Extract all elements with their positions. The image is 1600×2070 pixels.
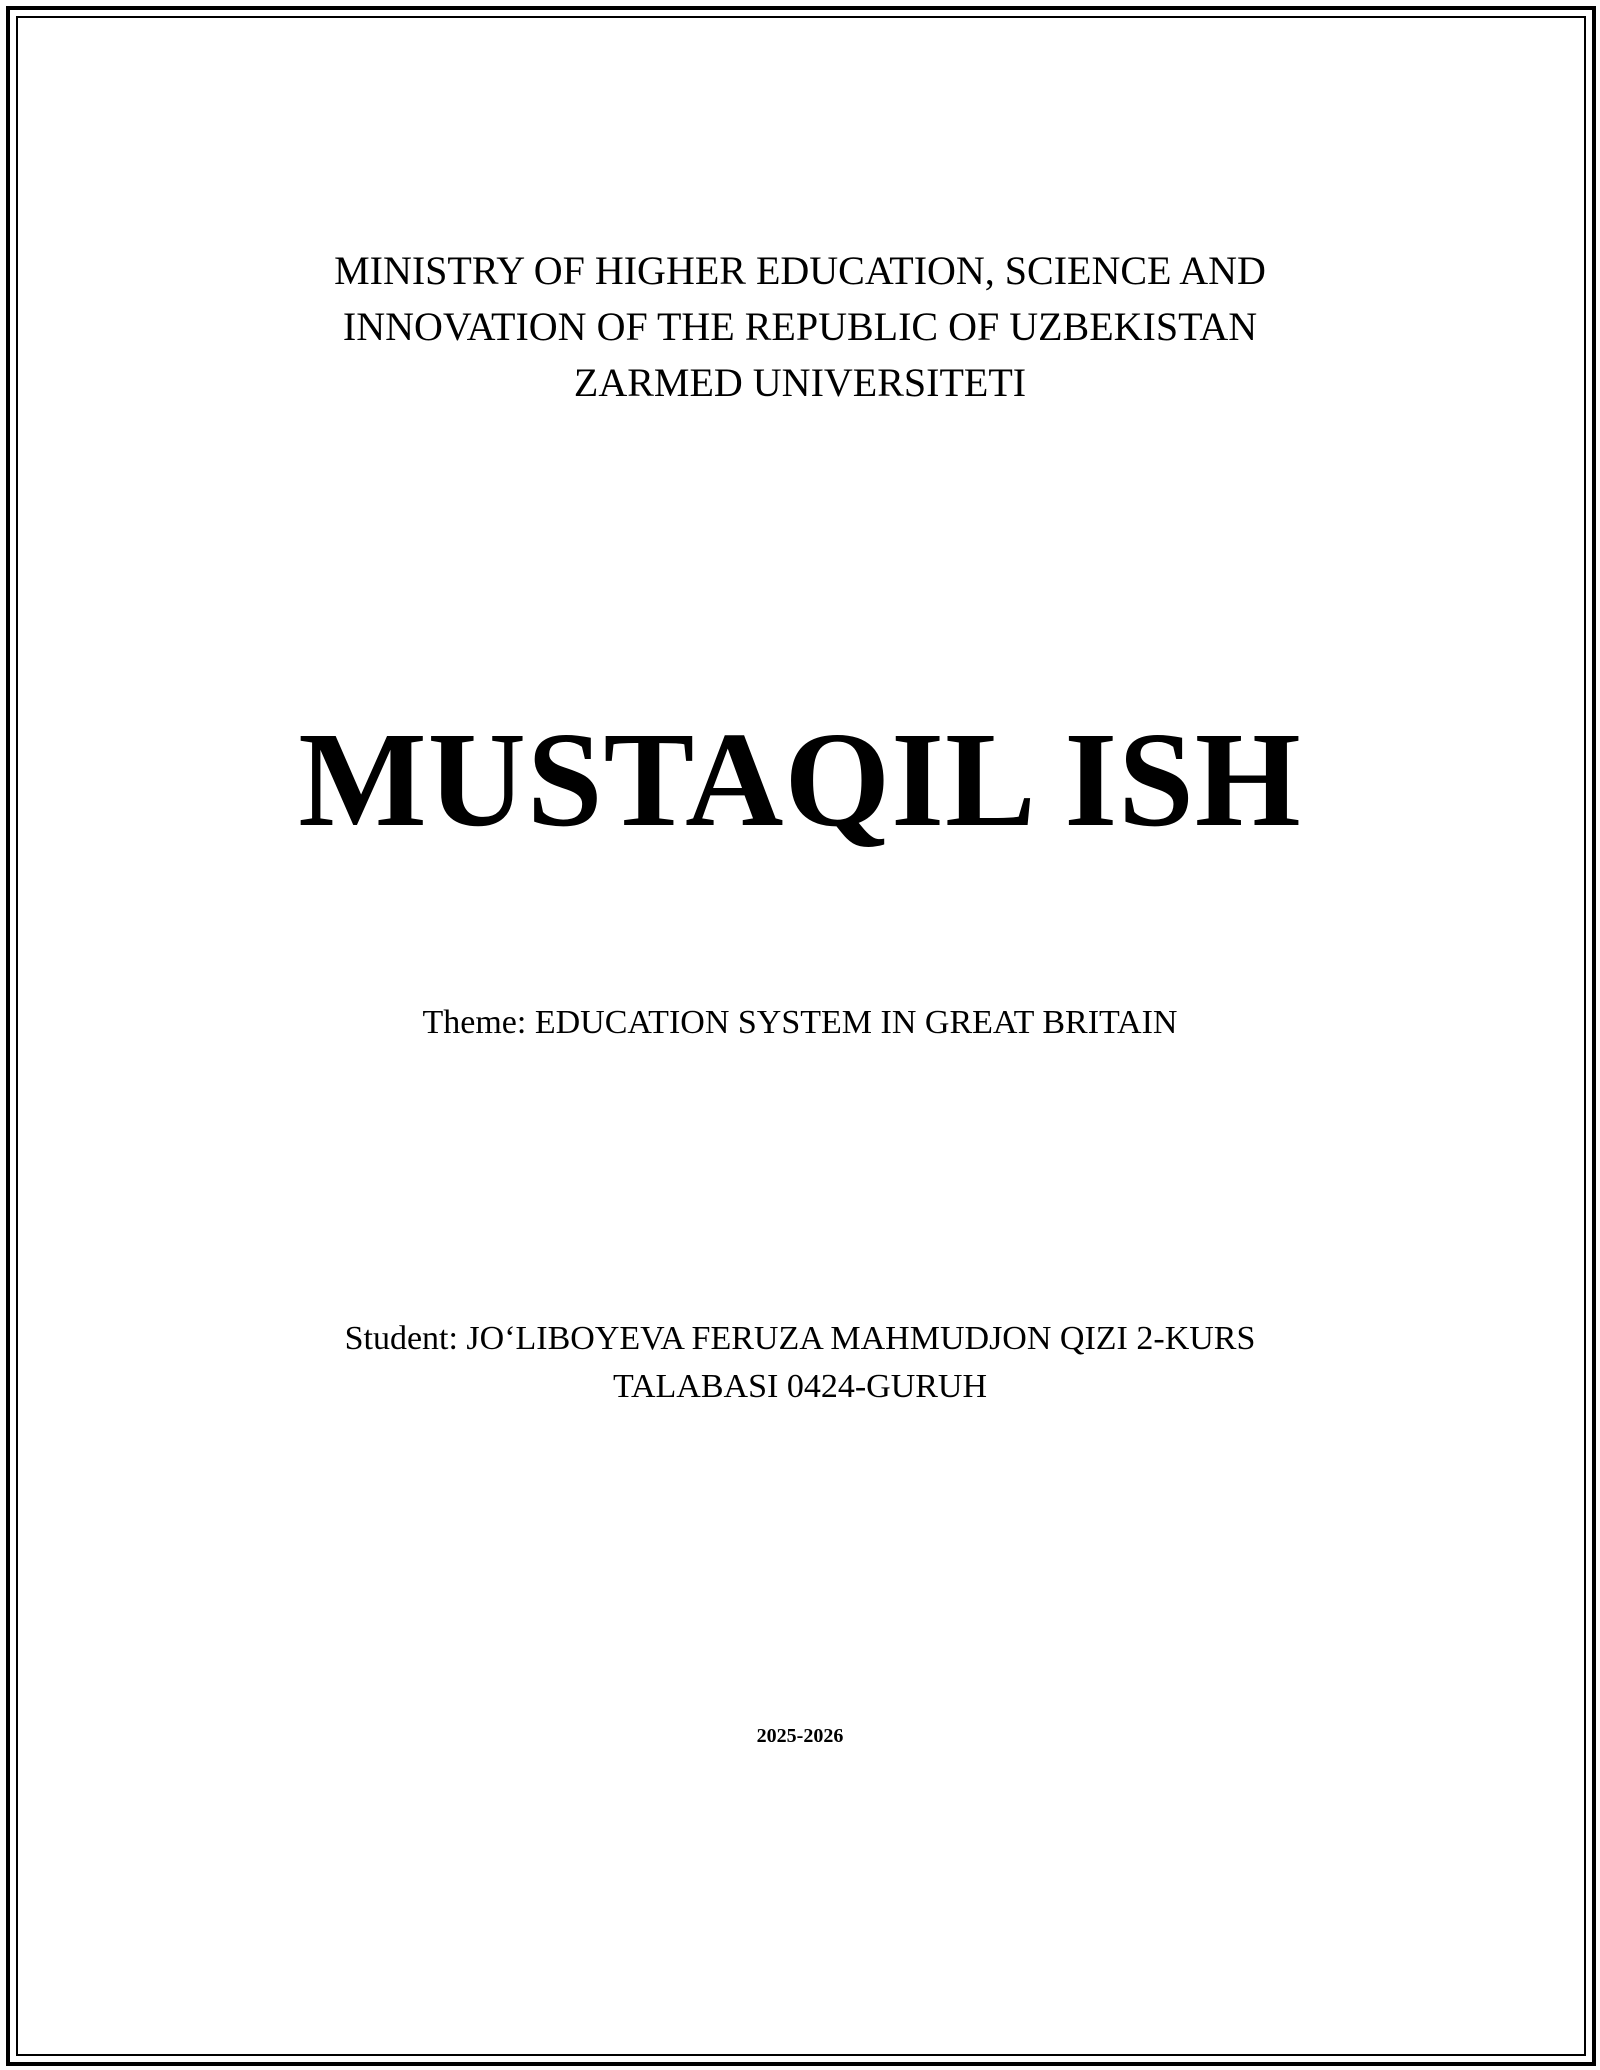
student-info	[0, 1315, 1600, 1411]
academic-year: 2025-2026	[756, 1725, 844, 1747]
theme-line: Theme: EDUCATION SYSTEM IN GREAT BRITAIN	[422, 1004, 1178, 1041]
student-line-2: TALABASI 0424-GURUH	[612, 1368, 988, 1405]
ministry-line-2: INNOVATION OF THE REPUBLIC OF UZBEKISTAN	[342, 304, 1258, 349]
ministry-header	[0, 243, 1600, 411]
student-line-1: Student: JO‘LIBOYEVA FERUZA MAHMUDJON QIZI 2-KURS	[344, 1320, 1256, 1357]
university-name: ZARMED UNIVERSITETI	[573, 360, 1027, 405]
ministry-line-1: MINISTRY OF HIGHER EDUCATION, SCIENCE AND	[334, 248, 1266, 293]
document-title: MUSTAQIL ISH	[298, 705, 1302, 855]
